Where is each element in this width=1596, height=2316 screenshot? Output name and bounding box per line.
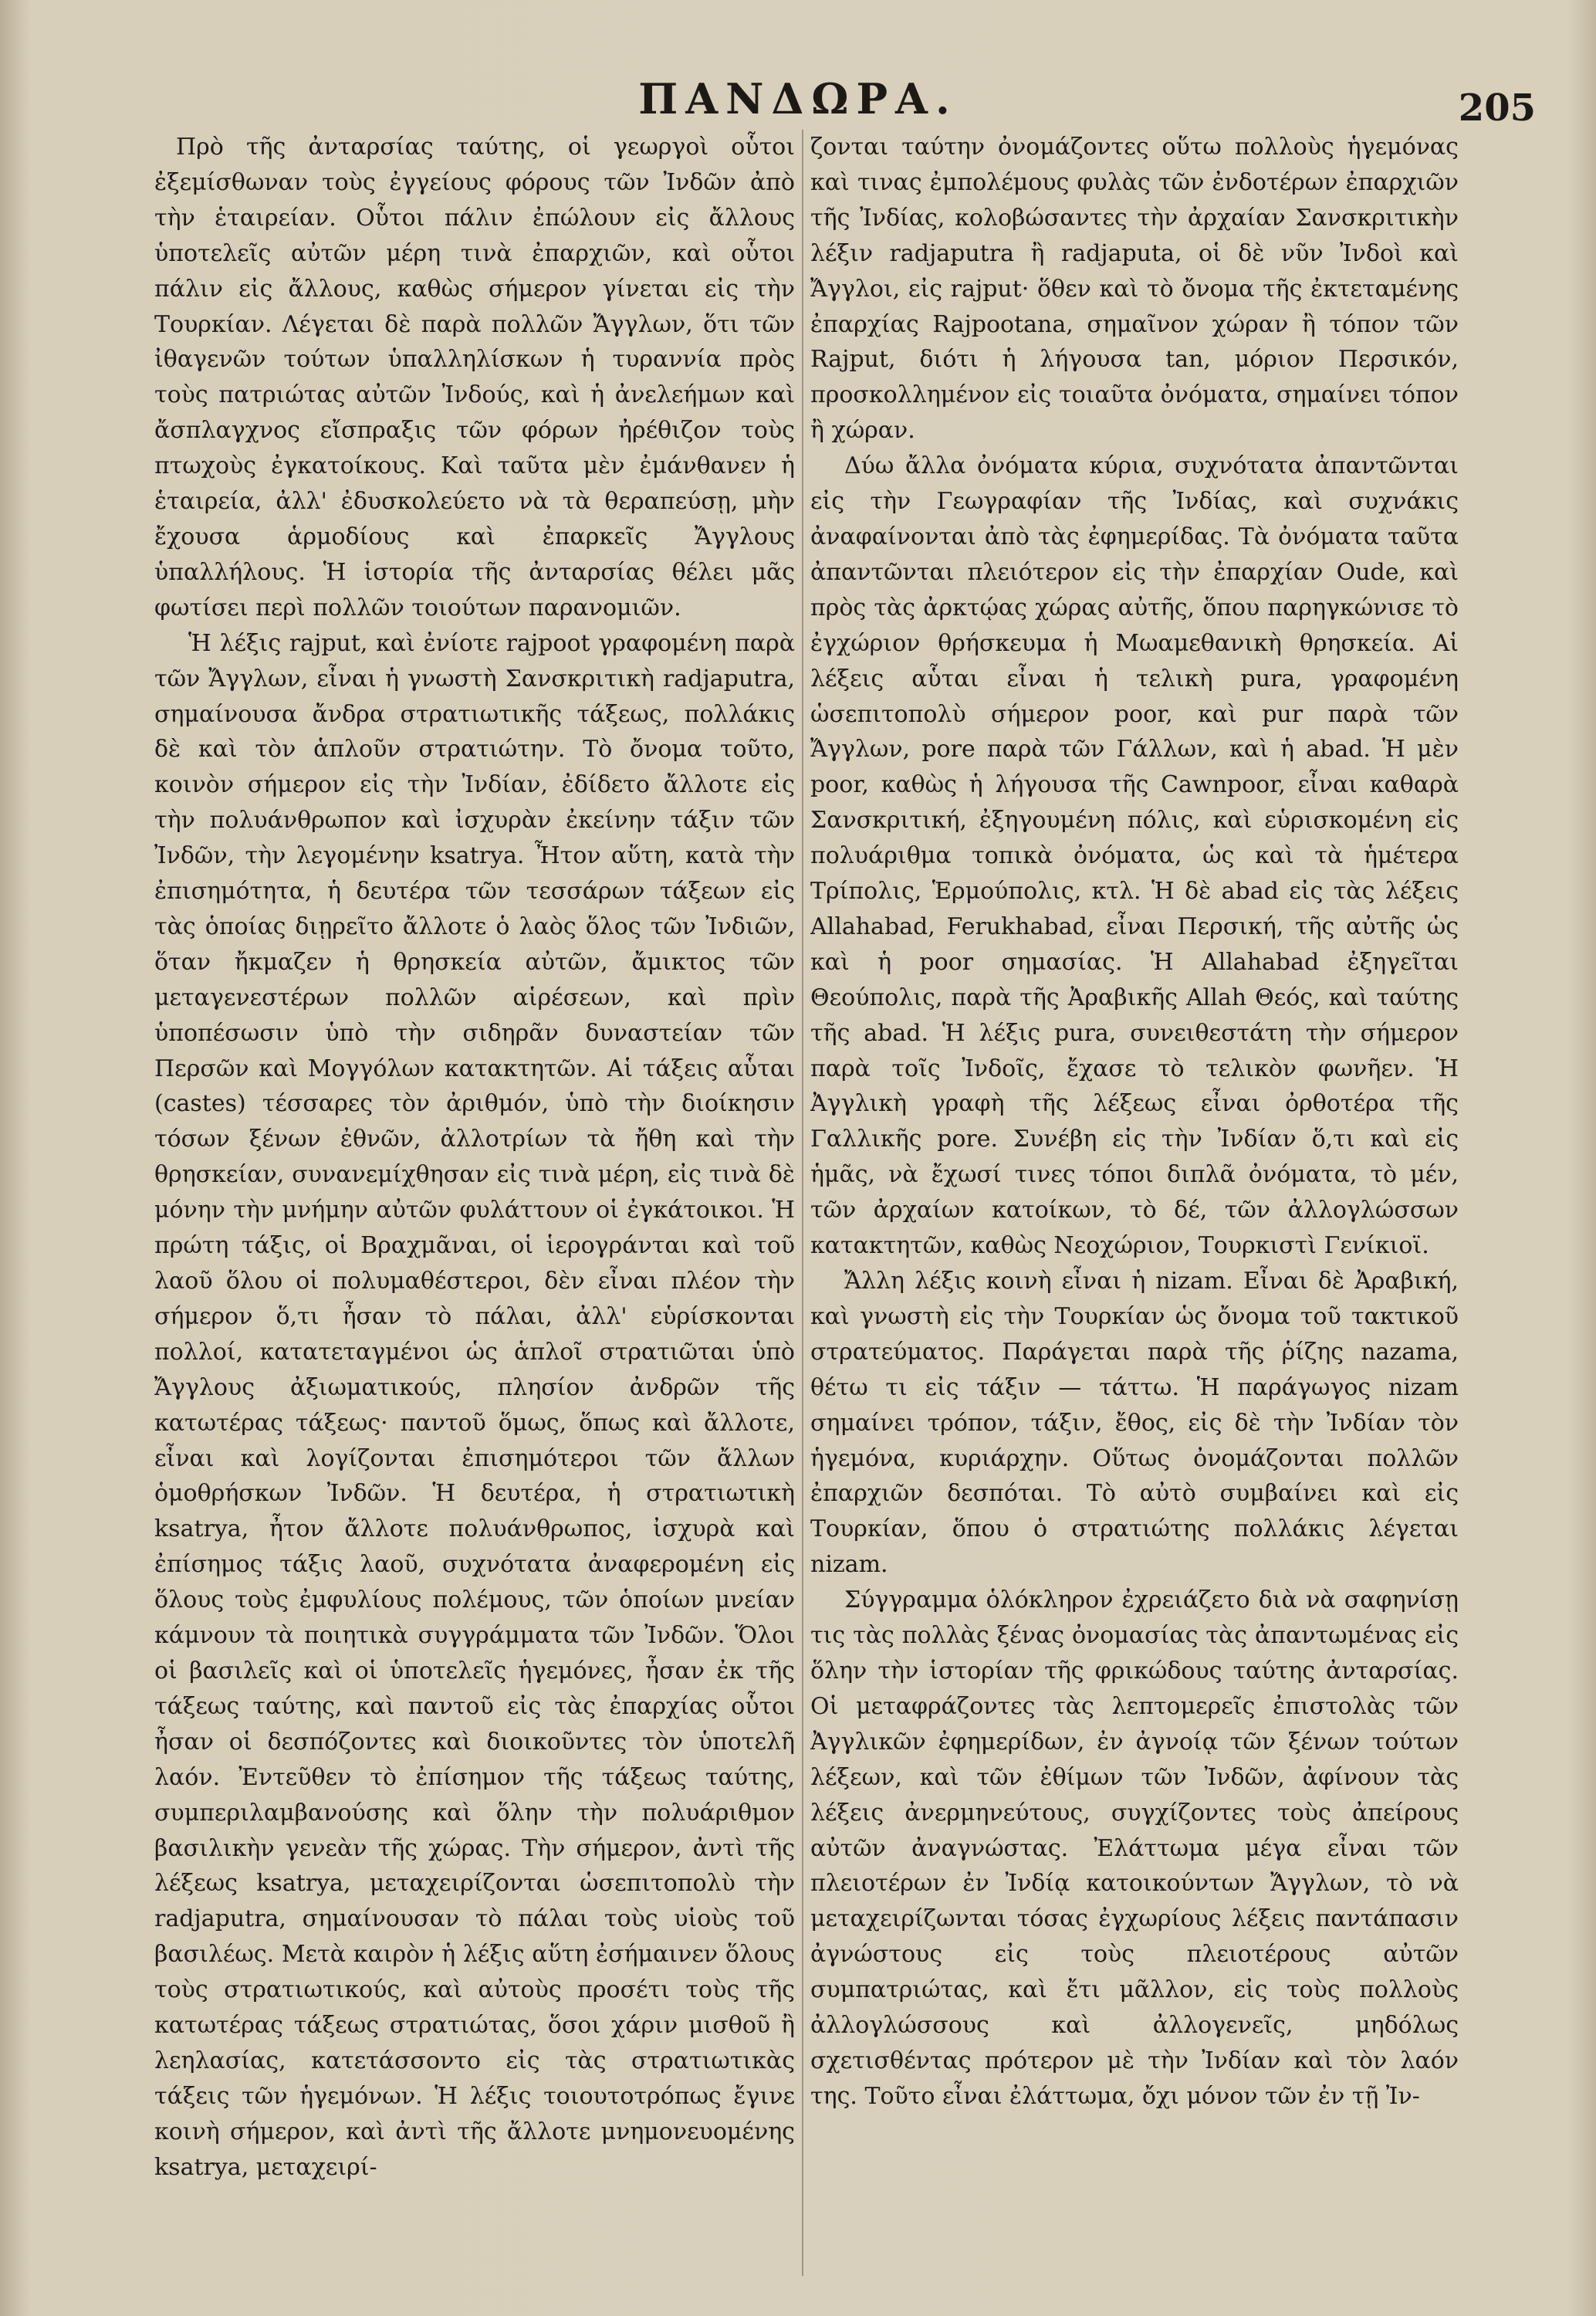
right-column bbox=[810, 130, 1459, 2284]
paragraph: ζονται ταύτην ὀνομάζοντες οὕτω πολλοὺς ἡγεμόνας καὶ τινας ἐμπολέμους φυλὰς τῶν ἐνδοτέρων ἐπαρχιῶν τῆς Ἰνδίας, κολοβώσαντες τὴν ἀρχαίαν Σανσκριτικὴν λέξιν radjaputra ἢ radjaputa, οἱ δὲ νῦν Ἰνδοὶ καὶ Ἄγγλοι, εἰς rajput· ὅθεν καὶ τὸ ὄνομα τῆς ἐκτεταμένης ἐπαρχίας Rajpootana, σημαῖνον χώραν ἢ τόπον τῶν Rajput, διότι ἡ λήγουσα tan, μόριον Περσικόν, προσκολλημένον εἰς τοιαῦτα ὀνόματα, σημαίνει τόπον ἢ χώραν. bbox=[810, 134, 1459, 445]
paragraph: Πρὸ τῆς ἀνταρσίας ταύτης, οἱ γεωργοὶ οὗτοι ἐξεμίσθωναν τοὺς ἐγγείους φόρους τῶν Ἰνδῶν ἀπὸ τὴν ἑταιρείαν. Οὗτοι πάλιν ἐπώλουν εἰς ἄλλους ὑποτελεῖς αὐτῶν μέρη τινὰ ἐπαρχιῶν, καὶ οὗτοι πάλιν εἰς ἄλλους, καθὼς σήμερον γίνεται εἰς τὴν Τουρκίαν. Λέγεται δὲ παρὰ πολλῶν Ἄγγλων, ὅτι τῶν ἰθαγενῶν τούτων ὑπαλληλίσκων ἡ τυραννία πρὸς τοὺς πατριώτας αὐτῶν Ἰνδούς, καὶ ἡ ἀνελεήμων καὶ ἄσπλαγχνος εἴσπραξις τῶν φόρων ἠρέθιζον τοὺς πτωχοὺς ἐγκατοίκους. Καὶ ταῦτα μὲν ἐμάνθανεν ἡ ἑταιρεία, ἀλλ' ἐδυσκολεύετο νὰ τὰ θεραπεύσῃ, μὴν ἔχουσα ἁρμοδίους καὶ ἐπαρκεῖς Ἄγγλους ὑπαλλήλους. Ἡ ἱστορία τῆς ἀνταρσίας θέλει μᾶς φωτίσει περὶ πολλῶν τοιούτων παρανομιῶν. bbox=[154, 134, 795, 621]
paragraph: Ἡ λέξις rajput, καὶ ἐνίοτε rajpoot γραφομένη παρὰ τῶν Ἄγγλων, εἶναι ἡ γνωστὴ Σανσκριτικὴ radjaputra, σημαίνουσα ἄνδρα στρατιωτικῆς τάξεως, πολλάκις δὲ καὶ τὸν ἁπλοῦν στρατιώτην. Τὸ ὄνομα τοῦτο, κοινὸν σήμερον εἰς τὴν Ἰνδίαν, ἐδίδετο ἄλλοτε εἰς τὴν πολυάνθρωπον καὶ ἰσχυρὰν ἐκείνην τάξιν τῶν Ἰνδῶν, τὴν λεγομένην ksatrya. Ἦτον αὕτη, κατὰ τὴν ἐπισημότητα, ἡ δευτέρα τῶν τεσσάρων τάξεων εἰς τὰς ὁποίας διῃρεῖτο ἄλλοτε ὁ λαὸς ὅλος τῶν Ἰνδιῶν, ὅταν ἤκμαζεν ἡ θρησκεία αὐτῶν, ἄμικτος τῶν μεταγενεστέρων πολλῶν αἱρέσεων, καὶ πρὶν ὑποπέσωσιν ὑπὸ τὴν σιδηρᾶν δυναστείαν τῶν Περσῶν καὶ Μογγόλων κατακτητῶν. Αἱ τάξεις αὗται (castes) τέσσαρες τὸν ἀριθμόν, ὑπὸ τὴν διοίκησιν τόσων ξένων ἐθνῶν, ἀλλοτρίων τὰ ἤθη καὶ τὴν θρησκείαν, συνανεμίχθησαν εἰς τινὰ μέρη, εἰς τινὰ δὲ μόνην τὴν μνήμην αὐτῶν φυλάττουν οἱ ἐγκάτοικοι. Ἡ πρώτη τάξις, οἱ Βραχμᾶναι, οἱ ἱερογράνται καὶ τοῦ λαοῦ ὅλου οἱ πολυμαθέστεροι, δὲν εἶναι πλέον τὴν σήμερον ὅ,τι ἦσαν τὸ πάλαι, ἀλλ' εὑρίσκονται πολλοί, κατατεταγμένοι ὡς ἁπλοῖ στρατιῶται ὑπὸ Ἄγγλους ἀξιωματικούς, πλησίον ἀνδρῶν τῆς κατωτέρας τάξεως· παντοῦ ὅμως, ὅπως καὶ ἄλλοτε, εἶναι καὶ λογίζονται ἐπισημότεροι τῶν ἄλλων ὁμοθρήσκων Ἰνδῶν. Ἡ δευτέρα, ἡ στρατιωτικὴ ksatrya, ἦτον ἄλλοτε πολυάνθρωπος, ἰσχυρὰ καὶ ἐπίσημος τάξις λαοῦ, συχνότατα ἀναφερομένη εἰς ὅλους τοὺς ἐμφυλίους πολέμους, τῶν ὁποίων μνείαν κάμνουν τὰ ποιητικὰ συγγράμματα τῶν Ἰνδῶν. Ὅλοι οἱ βασιλεῖς καὶ οἱ ὑποτελεῖς ἡγεμόνες, ἦσαν ἐκ τῆς τάξεως ταύτης, καὶ παντοῦ εἰς τὰς ἐπαρχίας οὗτοι ἦσαν οἱ δεσπόζοντες καὶ διοικοῦντες τὸν ὑποτελῆ λαόν. Ἐντεῦθεν τὸ ἐπίσημον τῆς τάξεως ταύτης, συμπεριλαμβανούσης καὶ ὅλην τὴν πολυάριθμον βασιλικὴν γενεὰν τῆς χώρας. Τὴν σήμερον, ἀντὶ τῆς λέξεως ksatrya, μεταχειρίζονται ὡσεπιτοπολὺ τὴν radjaputra, σημαίνουσαν τὸ πάλαι τοὺς υἱοὺς τοῦ βασιλέως. Μετὰ καιρὸν ἡ λέξις αὕτη ἐσήμαινεν ὅλους τοὺς στρατιωτικούς, καὶ αὐτοὺς προσέτι τοὺς τῆς κατωτέρας τάξεως στρατιώτας, ὅσοι χάριν μισθοῦ ἢ λεηλασίας, κατετάσσοντο εἰς τὰς στρατιωτικὰς τάξεις τῶν ἡγεμόνων. Ἡ λέξις τοιουτοτρόπως ἔγινε κοινὴ σήμερον, καὶ ἀντὶ τῆς ἄλλοτε μνημονευομένης ksatrya, μεταχειρί- bbox=[154, 629, 795, 2181]
paragraph: Ἄλλη λέξις κοινὴ εἶναι ἡ nizam. Εἶναι δὲ Ἀραβική, καὶ γνωστὴ εἰς τὴν Τουρκίαν ὡς ὄνομα τοῦ τακτικοῦ στρατεύματος. Παράγεται παρὰ τῆς ῥίζης nazama, θέτω τι εἰς τάξιν — τάττω. Ἡ παράγωγος nizam σημαίνει τρόπον, τάξιν, ἔθος, εἰς δὲ τὴν Ἰνδίαν τὸν ἡγεμόνα, κυριάρχην. Οὕτως ὀνομάζονται πολλῶν ἐπαρχιῶν δεσπόται. Τὸ αὐτὸ συμβαίνει καὶ εἰς Τουρκίαν, ὅπου ὁ στρατιώτης πολλάκις λέγεται nizam. bbox=[810, 1268, 1459, 1579]
paragraph: Δύω ἄλλα ὀνόματα κύρια, συχνότατα ἀπαντῶνται εἰς τὴν Γεωγραφίαν τῆς Ἰνδίας, καὶ συχνάκις ἀναφαίνονται ἀπὸ τὰς ἐφημερίδας. Τὰ ὀνόματα ταῦτα ἀπαντῶνται πλειότερον εἰς τὴν ἐπαρχίαν Oude, καὶ πρὸς τὰς ἀρκτῴας χώρας αὐτῆς, ὅπου παρηγκώνισε τὸ ἐγχώριον θρήσκευμα ἡ Μωαμεθανικὴ θρησκεία. Αἱ λέξεις αὗται εἶναι ἡ τελικὴ pura, γραφομένη ὡσεπιτοπολὺ σήμερον poor, καὶ pur παρὰ τῶν Ἄγγλων, pore παρὰ τῶν Γάλλων, καὶ ἡ abad. Ἡ μὲν poor, καθὼς ἡ λήγουσα τῆς Cawnpoor, εἶναι καθαρὰ Σανσκριτική, ἐξηγουμένη πόλις, καὶ εὑρισκομένη εἰς πολυάριθμα τοπικὰ ὀνόματα, ὡς καὶ τὰ ἡμέτερα Τρίπολις, Ἑρμούπολις, κτλ. Ἡ δὲ abad εἰς τὰς λέξεις Allahabad, Ferukhabad, εἶναι Περσική, τῆς αὐτῆς ὡς καὶ ἡ poor σημασίας. Ἡ Allahabad ἐξηγεῖται Θεούπολις, παρὰ τῆς Ἀραβικῆς Allah Θεός, καὶ ταύτης τῆς abad. Ἡ λέξις pura, συνειθεστάτη τὴν σήμερον παρὰ τοῖς Ἰνδοῖς, ἔχασε τὸ τελικὸν φωνῆεν. Ἡ Ἀγγλικὴ γραφὴ τῆς λέξεως εἶναι ὀρθοτέρα τῆς Γαλλικῆς pore. Συνέβη εἰς τὴν Ἰνδίαν ὅ,τι καὶ εἰς ἡμᾶς, νὰ ἔχωσί τινες τόποι διπλᾶ ὀνόματα, τὸ μέν, τῶν ἀρχαίων κατοίκων, τὸ δέ, τῶν ἀλλογλώσσων κατακτητῶν, καθὼς Νεοχώριον, Τουρκιστὶ Γενίκιοϊ. bbox=[810, 452, 1459, 1260]
page-number: 205 bbox=[1458, 86, 1536, 130]
paragraph: Σύγγραμμα ὁλόκληρον ἐχρειάζετο διὰ νὰ σαφηνίσῃ τις τὰς πολλὰς ξένας ὀνομασίας τὰς ἀπαντωμένας εἰς ὅλην τὴν ἱστορίαν τῆς φρικώδους ταύτης ἀνταρσίας. Οἱ μεταφράζοντες τὰς λεπτομερεῖς ἐπιστολὰς τῶν Ἀγγλικῶν ἐφημερίδων, ἐν ἀγνοίᾳ τῶν ξένων τούτων λέξεων, καὶ τῶν ἐθίμων τῶν Ἰνδῶν, ἀφίνουν τὰς λέξεις ἀνερμηνεύτους, συγχίζοντες τοὺς ἀπείρους αὐτῶν ἀναγνώστας. Ἐλάττωμα μέγα εἶναι τῶν πλειοτέρων ἐν Ἰνδίᾳ κατοικούντων Ἄγγλων, τὸ νὰ μεταχειρίζωνται τόσας ἐγχωρίους λέξεις παντάπασιν ἀγνώστους εἰς τοὺς πλειοτέρους αὐτῶν συμπατριώτας, καὶ ἔτι μᾶλλον, εἰς τοὺς πολλοὺς ἀλλογλώσσους καὶ ἀλλογενεῖς, μηδόλως σχετισθέντας πρότερον μὲ τὴν Ἰνδίαν καὶ τὸν λαόν της. Τοῦτο εἶναι ἐλάττωμα, ὄχι μόνον τῶν ἐν τῇ Ἰν- bbox=[810, 1586, 1459, 2110]
running-head-title: ΠΑΝΔΩΡΑ. bbox=[638, 74, 958, 124]
column-divider bbox=[802, 130, 803, 2276]
left-column bbox=[154, 130, 795, 2284]
